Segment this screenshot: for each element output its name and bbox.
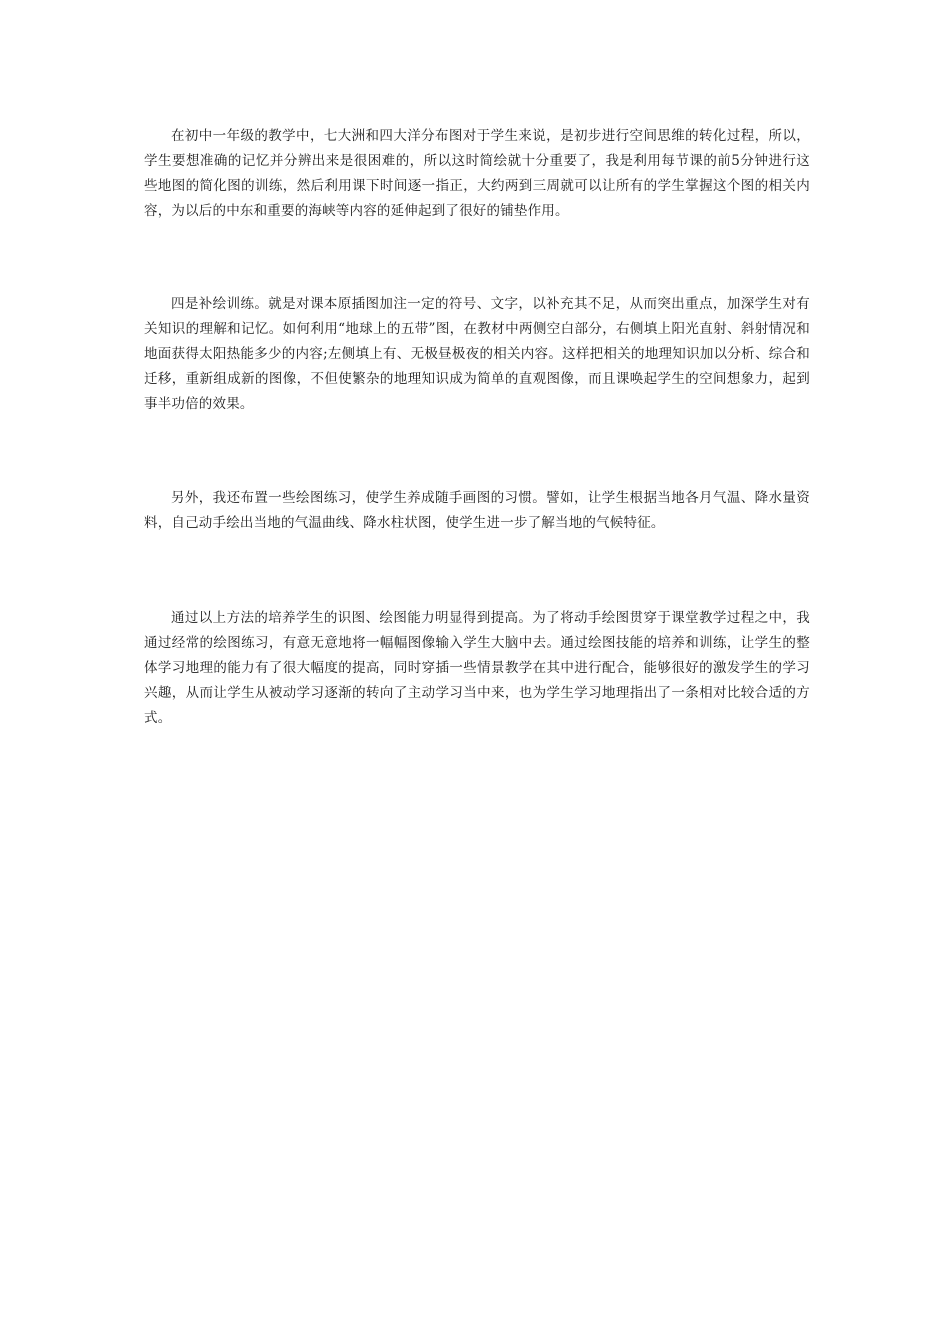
paragraph-drawing-exercises: 另外，我还布置一些绘图练习，使学生养成随手画图的习惯。譬如，让学生根据当地各月气温、降水量资料，自己动手绘出当地的气温曲线、降水柱状图，使学生进一步了解当地的气候特征。	[144, 490, 810, 531]
paragraph-supplementary-drawing: 四是补绘训练。就是对课本原插图加注一定的符号、文字，以补充其不足，从而突出重点，加深学生对有关知识的理解和记忆。如何利用“地球上的五带”图，在教材中两侧空白部分，右侧填上阳光直射、斜射情况和地面获得太阳热能多少的内容;左侧填上有、无极昼极夜的相关内容。这样把相关的地理知识加以分析、综合和迁移，重新组成新的图像，不但使繁杂的地理知识成为简单的直观图像，而且课唤起学生的空间想象力，起到事半功倍的效果。	[144, 296, 810, 412]
paragraph-continent-map-sketching: 在初中一年级的教学中，七大洲和四大洋分布图对于学生来说，是初步进行空间思维的转化过程，所以，学生要想准确的记忆并分辨出来是很困难的，所以这时简绘就十分重要了，我是利用每节课的前5分钟进行这些地图的简化图的训练，然后利用课下时间逐一指正，大约两到三周就可以让所有的学生掌握这个图的相关内容，为以后的中东和重要的海峡等内容的延伸起到了很好的铺垫作用。	[144, 128, 811, 219]
paragraph-conclusion: 通过以上方法的培养学生的识图、绘图能力明显得到提高。为了将动手绘图贯穿于课堂教学过程之中，我通过经常的绘图练习，有意无意地将一幅幅图像输入学生大脑中去。通过绘图技能的培养和训练，让学生的整体学习地理的能力有了很大幅度的提高，同时穿插一些情景教学在其中进行配合，能够很好的激发学生的学习兴趣，从而让学生从被动学习逐渐的转向了主动学习当中来，也为学生学习地理指出了一条相对比较合适的方式。	[144, 610, 810, 726]
